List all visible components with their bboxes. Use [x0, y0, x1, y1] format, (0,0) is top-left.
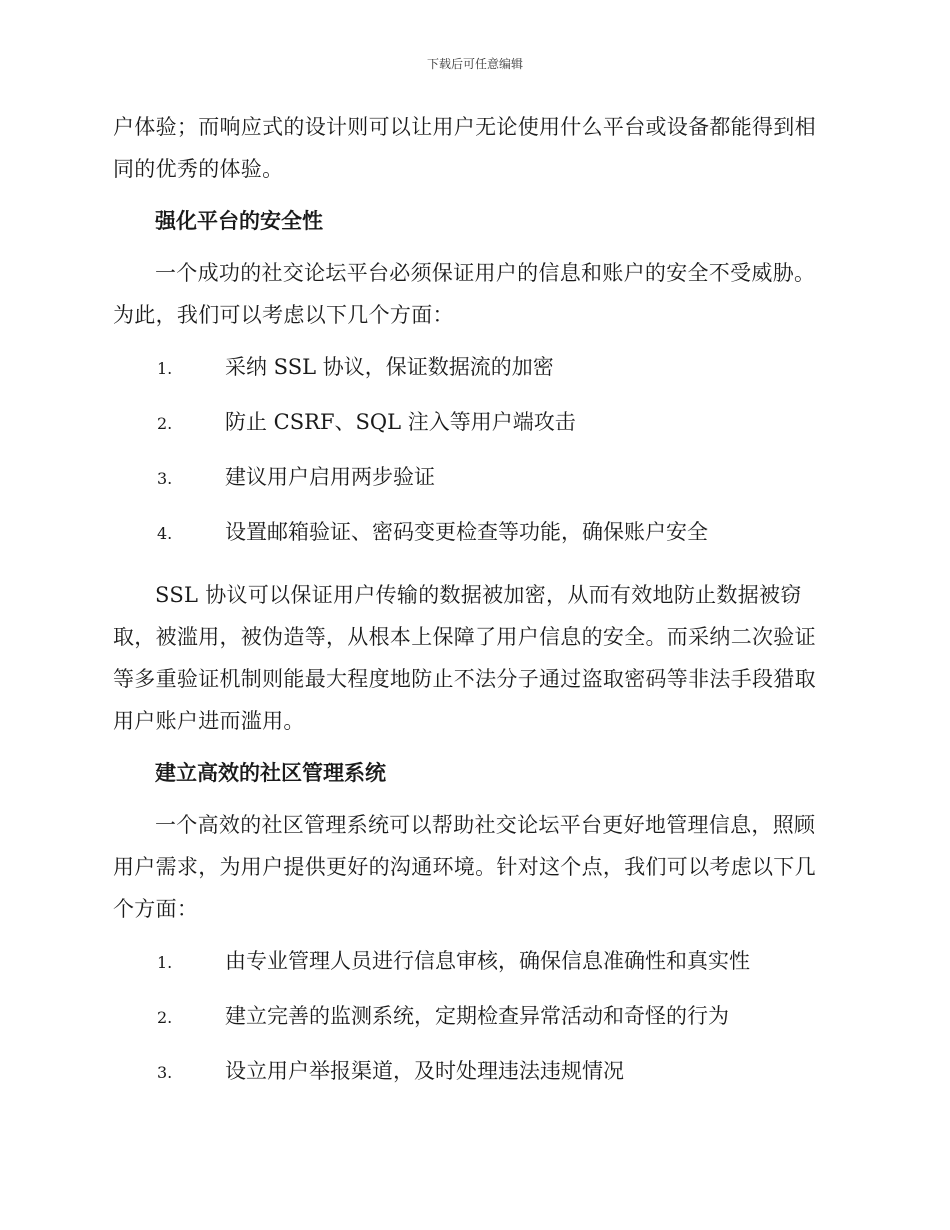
list-item	[113, 940, 831, 995]
list-item-text: 由专业管理人员进行信息审核，确保信息准确性和真实性	[225, 949, 750, 973]
section-heading-security: 强化平台的安全性	[155, 208, 323, 233]
list-item-text: 设立用户举报渠道，及时处理违法违规情况	[225, 1059, 624, 1083]
paragraph-ssl-explanation: SSL 协议可以保证用户传输的数据被加密，从而有效地防止数据被窃取，被滥用，被伪造等，从根本上保障了用户信息的安全。而采纳二次验证等多重验证机制则能最大程度地防止不法分子通过盗取密码等非法手段猎取用户账户进而滥用。	[113, 583, 816, 733]
list-item-text: 防止 CSRF、SQL 注入等用户端攻击	[225, 410, 576, 434]
list-item-number: 2.	[157, 414, 173, 433]
list-item	[113, 456, 831, 511]
paragraph-community-intro: 一个高效的社区管理系统可以帮助社交论坛平台更好地管理信息，照顾用户需求，为用户提供更好的沟通环境。针对这个点，我们可以考虑以下几个方面：	[113, 813, 816, 921]
list-item-text: 建立完善的监测系统，定期检查异常活动和奇怪的行为	[225, 1004, 729, 1028]
list-item	[113, 346, 831, 401]
list-item-number: 3.	[157, 469, 173, 488]
list-item-text: 建议用户启用两步验证	[225, 465, 435, 489]
list-item	[113, 995, 831, 1050]
list-item-number: 1.	[157, 953, 173, 972]
community-measures-list	[113, 940, 831, 1105]
list-item-number: 4.	[157, 524, 173, 543]
page-header: 下载后可任意编辑	[426, 57, 523, 71]
list-item-number: 3.	[157, 1063, 173, 1082]
paragraph-security-intro: 一个成功的社交论坛平台必须保证用户的信息和账户的安全不受威胁。为此，我们可以考虑以下几个方面：	[113, 261, 816, 327]
list-item-text: 采纳 SSL 协议，保证数据流的加密	[225, 355, 554, 379]
list-item-text: 设置邮箱验证、密码变更检查等功能，确保账户安全	[225, 520, 708, 544]
list-item	[113, 511, 831, 566]
paragraph-continued: 户体验；而响应式的设计则可以让用户无论使用什么平台或设备都能得到相同的优秀的体验。	[113, 115, 816, 181]
section-heading-community: 建立高效的社区管理系统	[155, 760, 386, 785]
list-item-number: 1.	[157, 359, 173, 378]
list-item	[113, 401, 831, 456]
document-body	[113, 106, 831, 1113]
list-item	[113, 1050, 831, 1105]
security-measures-list	[113, 346, 831, 566]
list-item-number: 2.	[157, 1008, 173, 1027]
